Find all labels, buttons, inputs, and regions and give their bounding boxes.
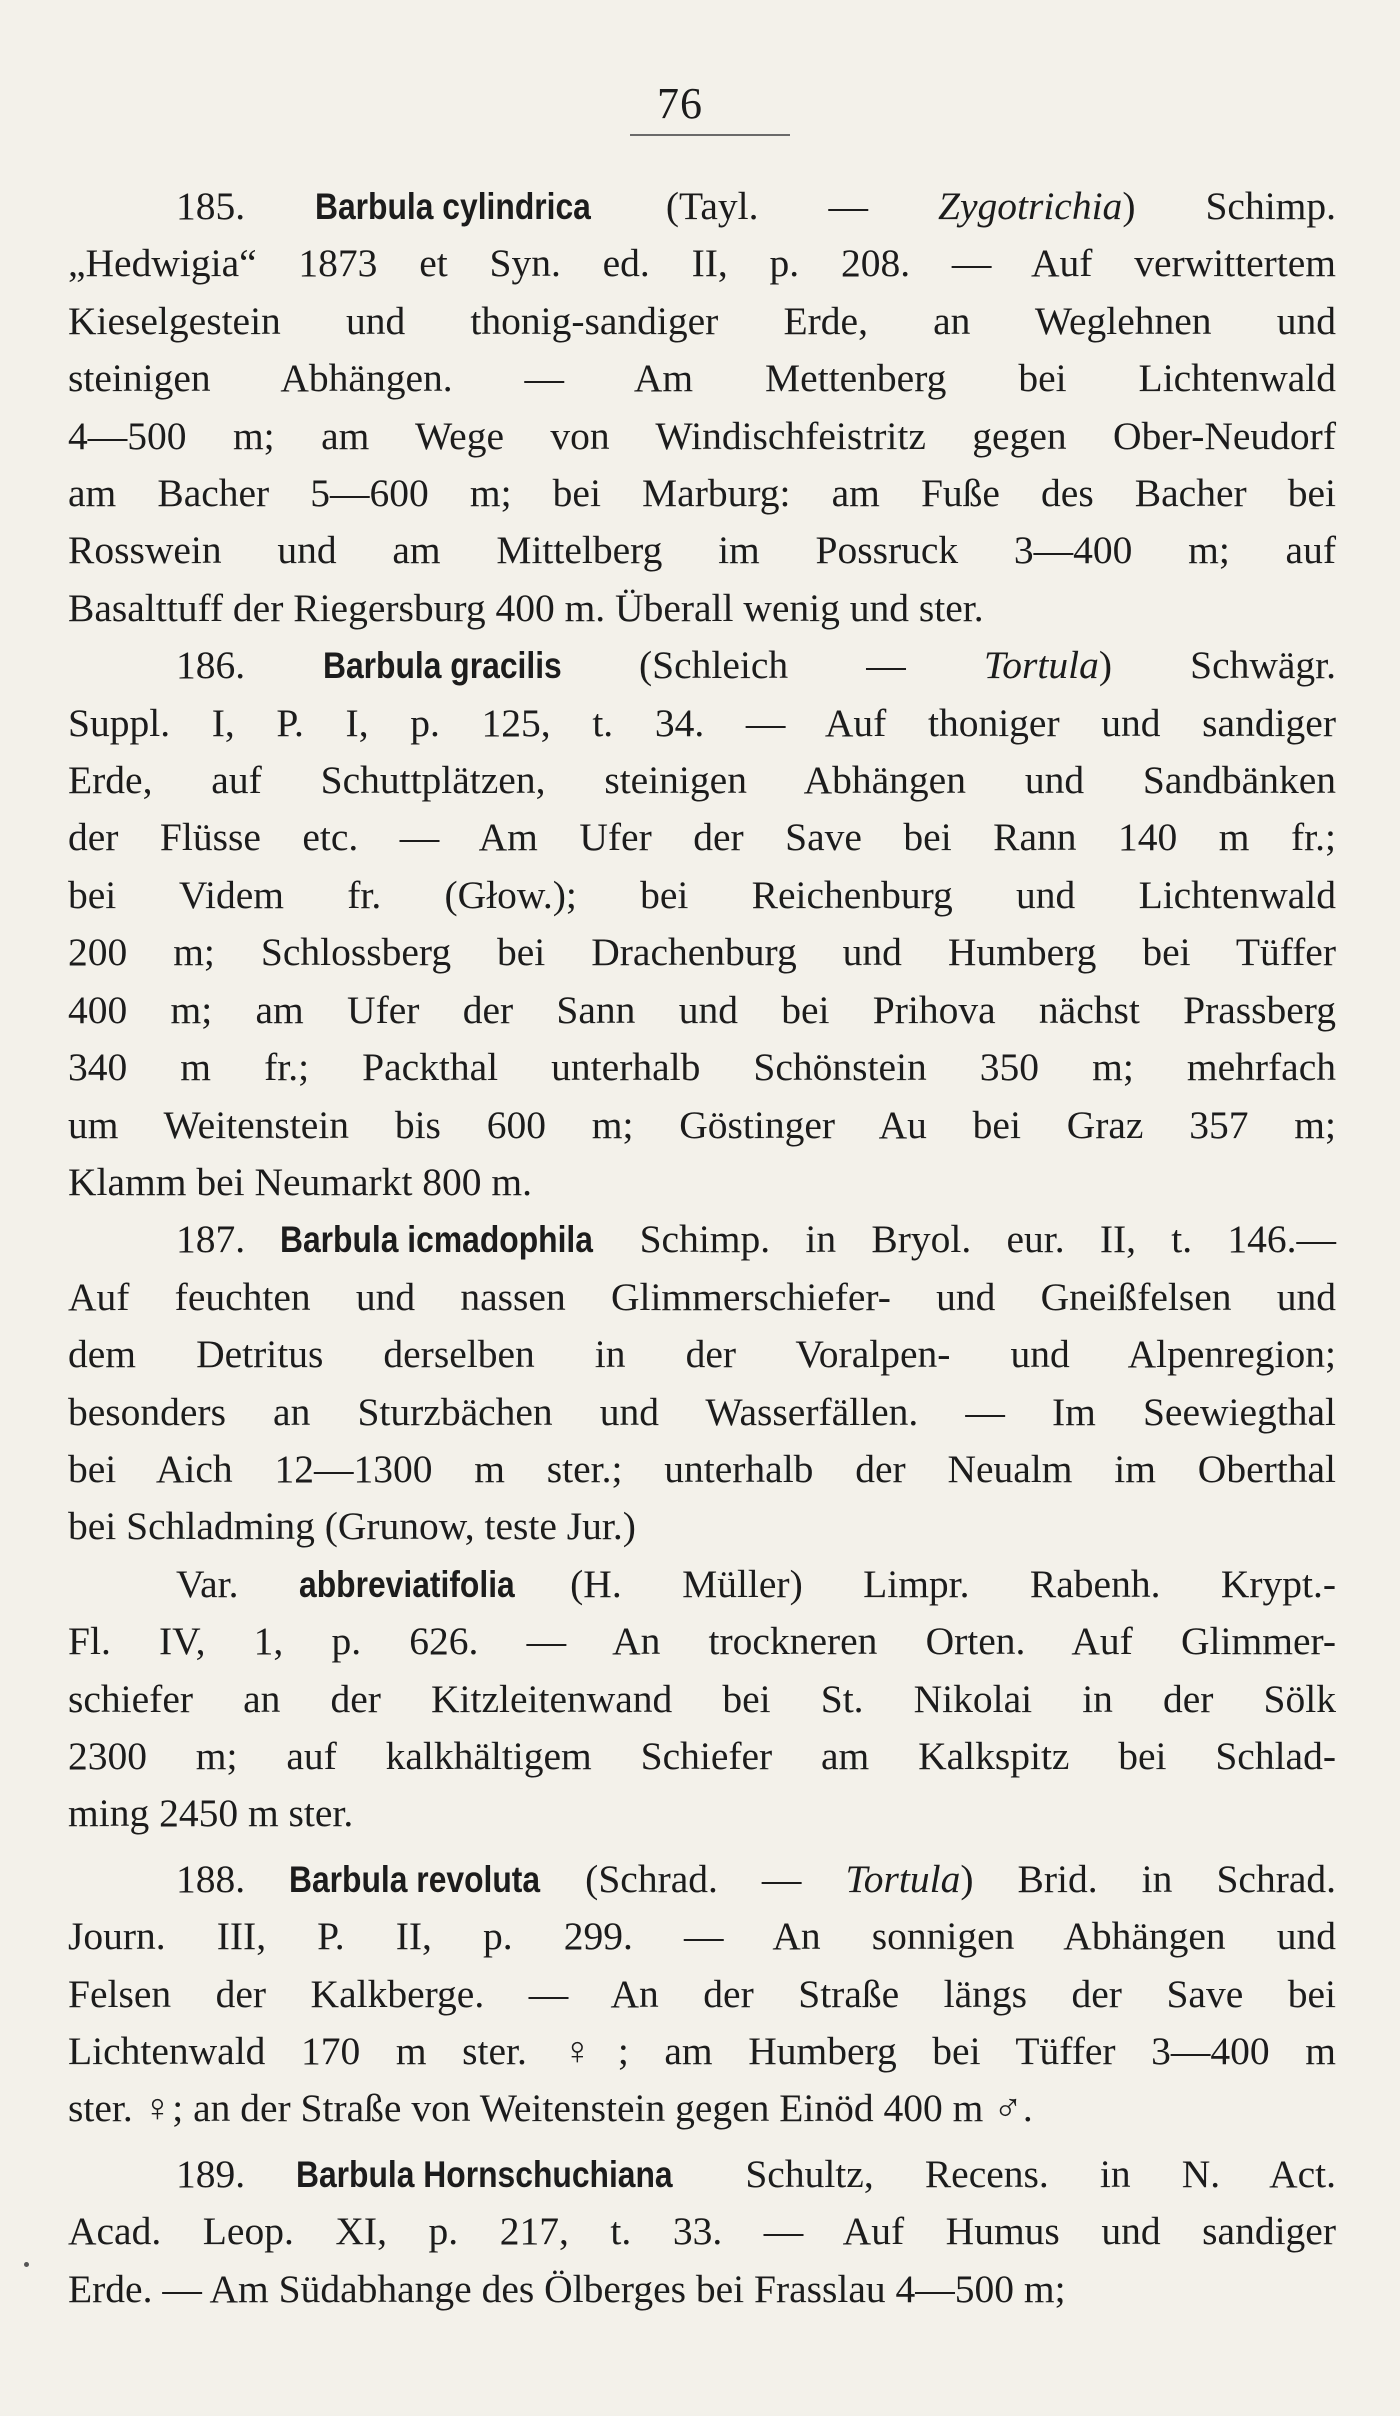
line-text: dem Detritus derselben in der Voralpen- und Alpenregion; [68,1332,1336,1377]
line-text: bei Aich 12—1300 m ster.; unterhalb der Neualm im Oberthal [68,1446,1336,1491]
entry-heading-line [68,1211,1336,1268]
species-entry [68,2146,1336,2318]
species-name: Barbula revoluta [289,1858,541,1900]
entry-text-line [68,809,1336,866]
entry-text-line [68,408,1336,465]
line-text: Auf feuchten und nassen Glimmerschiefer- und Gneißfelsen und [68,1274,1336,1319]
entry-gap [68,1843,1336,1851]
entry-text-line [68,1966,1336,2023]
entry-text-line [68,2080,1336,2137]
page-number: 76 [657,79,703,128]
entry-author: Schimp. in Bryol. eur. II, t. 146.— [604,1217,1337,1262]
entry-text-line [68,2023,1336,2080]
entry-number: 189. [176,2151,297,2196]
species-name: Barbula icmadophila [280,1219,594,1261]
entry-text-line [68,1326,1336,1383]
line-text: 4—500 m; am Wege von Windischfeistritz gegen Ober-Neudorf [68,413,1336,458]
species-name: Barbula gracilis [323,645,562,687]
entry-text-line [68,1671,1336,1728]
entry-heading-line [68,1556,1336,1613]
entry-text-line [68,752,1336,809]
entry-text-line [68,1613,1336,1670]
line-text: am Bacher 5—600 m; bei Marburg: am Fuße des Bacher bei [68,471,1336,516]
species-entry [68,178,1336,637]
entry-heading-line [68,178,1336,235]
line-text: Basalttuff der Riegersburg 400 m. Überall wenig und ster. [68,585,984,630]
header-rule [630,134,790,136]
line-text: steinigen Abhängen. — Am Mettenberg bei Lichtenwald [68,356,1336,401]
entry-number: Var. [176,1561,299,1606]
entry-number: 187. [176,1217,281,1262]
species-entry [68,637,1336,1211]
line-text: „Hedwigia“ 1873 et Syn. ed. II, p. 208. — Auf verwittertem [68,241,1336,286]
species-entry [68,1851,1336,2138]
entry-author-tail: ) Brid. in Schrad. [960,1856,1337,1901]
entry-gap [68,2138,1336,2146]
entry-text-line [68,1039,1336,1096]
text-column [68,178,1336,2318]
line-text: bei Schladming (Grunow, teste Jur.) [68,1504,636,1549]
line-text: 400 m; am Ufer der Sann und bei Prihova nächst Prassberg [68,987,1336,1032]
species-name: Barbula cylindrica [315,186,591,227]
entry-text-line [68,867,1336,924]
line-text: Journ. III, P. II, p. 299. — An sonnigen Abhängen und [68,1914,1336,1959]
species-entry [68,1211,1336,1555]
entry-text-line [68,2203,1336,2260]
line-text: schiefer an der Kitzleitenwand bei St. Nikolai in der Sölk [68,1676,1336,1721]
entry-text-line [68,235,1336,292]
entry-heading-line [68,2146,1336,2203]
species-name: abbreviatifolia [298,1563,515,1605]
entry-text-line [68,924,1336,981]
line-text: Lichtenwald 170 m ster. ♀; am Humberg bei Tüffer 3—400 m [68,2029,1336,2073]
line-text: 2300 m; auf kalkhältigem Schiefer am Kalkspitz bei Schlad- [68,1733,1336,1778]
line-text: Rosswein und am Mittelberg im Possruck 3—400 m; auf [68,528,1336,573]
genus-synonym: Zygotrichia [937,184,1123,228]
entry-text-line [68,1269,1336,1326]
entry-text-line [68,1728,1336,1785]
species-name: Barbula Hornschuchiana [296,2153,673,2195]
entry-author-tail: ) Schimp. [1122,184,1337,228]
entry-text-line [68,695,1336,752]
line-text: der Flüsse etc. — Am Ufer der Save bei Rann 140 m fr.; [68,815,1336,860]
entry-heading-line [68,637,1336,694]
entry-author: (Tayl. — [595,184,938,228]
margin-dot [24,2262,29,2267]
entry-author: (Schleich — [560,643,984,688]
entry-text-line [68,1908,1336,1965]
line-text: Kieselgestein und thonig-sandiger Erde, an Weglehnen und [68,298,1336,343]
line-text: Klamm bei Neumarkt 800 m. [68,1159,533,1204]
entry-author: (H. Müller) Limpr. Rabenh. Krypt.- [509,1561,1336,1606]
line-text: besonders an Sturzbächen und Wasserfällen. — Im Seewiegthal [68,1389,1336,1434]
line-text: 340 m fr.; Packthal unterhalb Schönstein 350 m; mehrfach [68,1045,1336,1090]
entry-text-line [68,293,1336,350]
line-text: ming 2450 m ster. [68,1791,354,1836]
entry-text-line [68,2261,1336,2318]
entry-text-line [68,1384,1336,1441]
entry-text-line [68,1097,1336,1154]
species-entry [68,1556,1336,1843]
genus-synonym: Tortula [983,643,1099,688]
line-text: Suppl. I, P. I, p. 125, t. 34. — Auf thoniger und sandiger [68,700,1336,745]
line-text: Erde, auf Schuttplätzen, steinigen Abhängen und Sandbänken [68,758,1336,803]
entry-author: (Schrad. — [541,1856,846,1901]
line-text: Acad. Leop. XI, p. 217, t. 33. — Auf Humus und sandiger [68,2209,1336,2254]
entry-text-line [68,982,1336,1039]
entry-text-line [68,1441,1336,1498]
entry-number: 186. [176,643,324,688]
entry-text-line [68,580,1336,637]
genus-synonym: Tortula [845,1856,961,1901]
entry-text-line [68,1498,1336,1555]
entry-text-line [68,522,1336,579]
entry-author: Schultz, Recens. in N. Act. [694,2151,1337,2196]
entry-text-line [68,1154,1336,1211]
line-text: Fl. IV, 1, p. 626. — An trockneren Orten. Auf Glimmer- [68,1619,1336,1664]
line-text: bei Videm fr. (Głow.); bei Reichenburg und Lichtenwald [68,872,1336,917]
line-text: 200 m; Schlossberg bei Drachenburg und Humberg bei Tüffer [68,930,1336,975]
line-text: Felsen der Kalkberge. — An der Straße längs der Save bei [68,1971,1336,2016]
entry-author-tail: ) Schwägr. [1098,643,1337,688]
line-text: um Weitenstein bis 600 m; Göstinger Au bei Graz 357 m; [68,1102,1336,1147]
entry-text-line [68,350,1336,407]
entry-number: 185. [176,184,316,228]
line-text: ster. ♀; an der Straße von Weitenstein gegen Einöd 400 m ♂. [68,2086,1033,2131]
entry-text-line [68,1785,1336,1842]
entry-number: 188. [176,1856,290,1901]
entry-text-line [68,465,1336,522]
line-text: Erde. — Am Südabhange des Ölberges bei Frasslau 4—500 m; [68,2266,1066,2311]
entry-heading-line [68,1851,1336,1908]
